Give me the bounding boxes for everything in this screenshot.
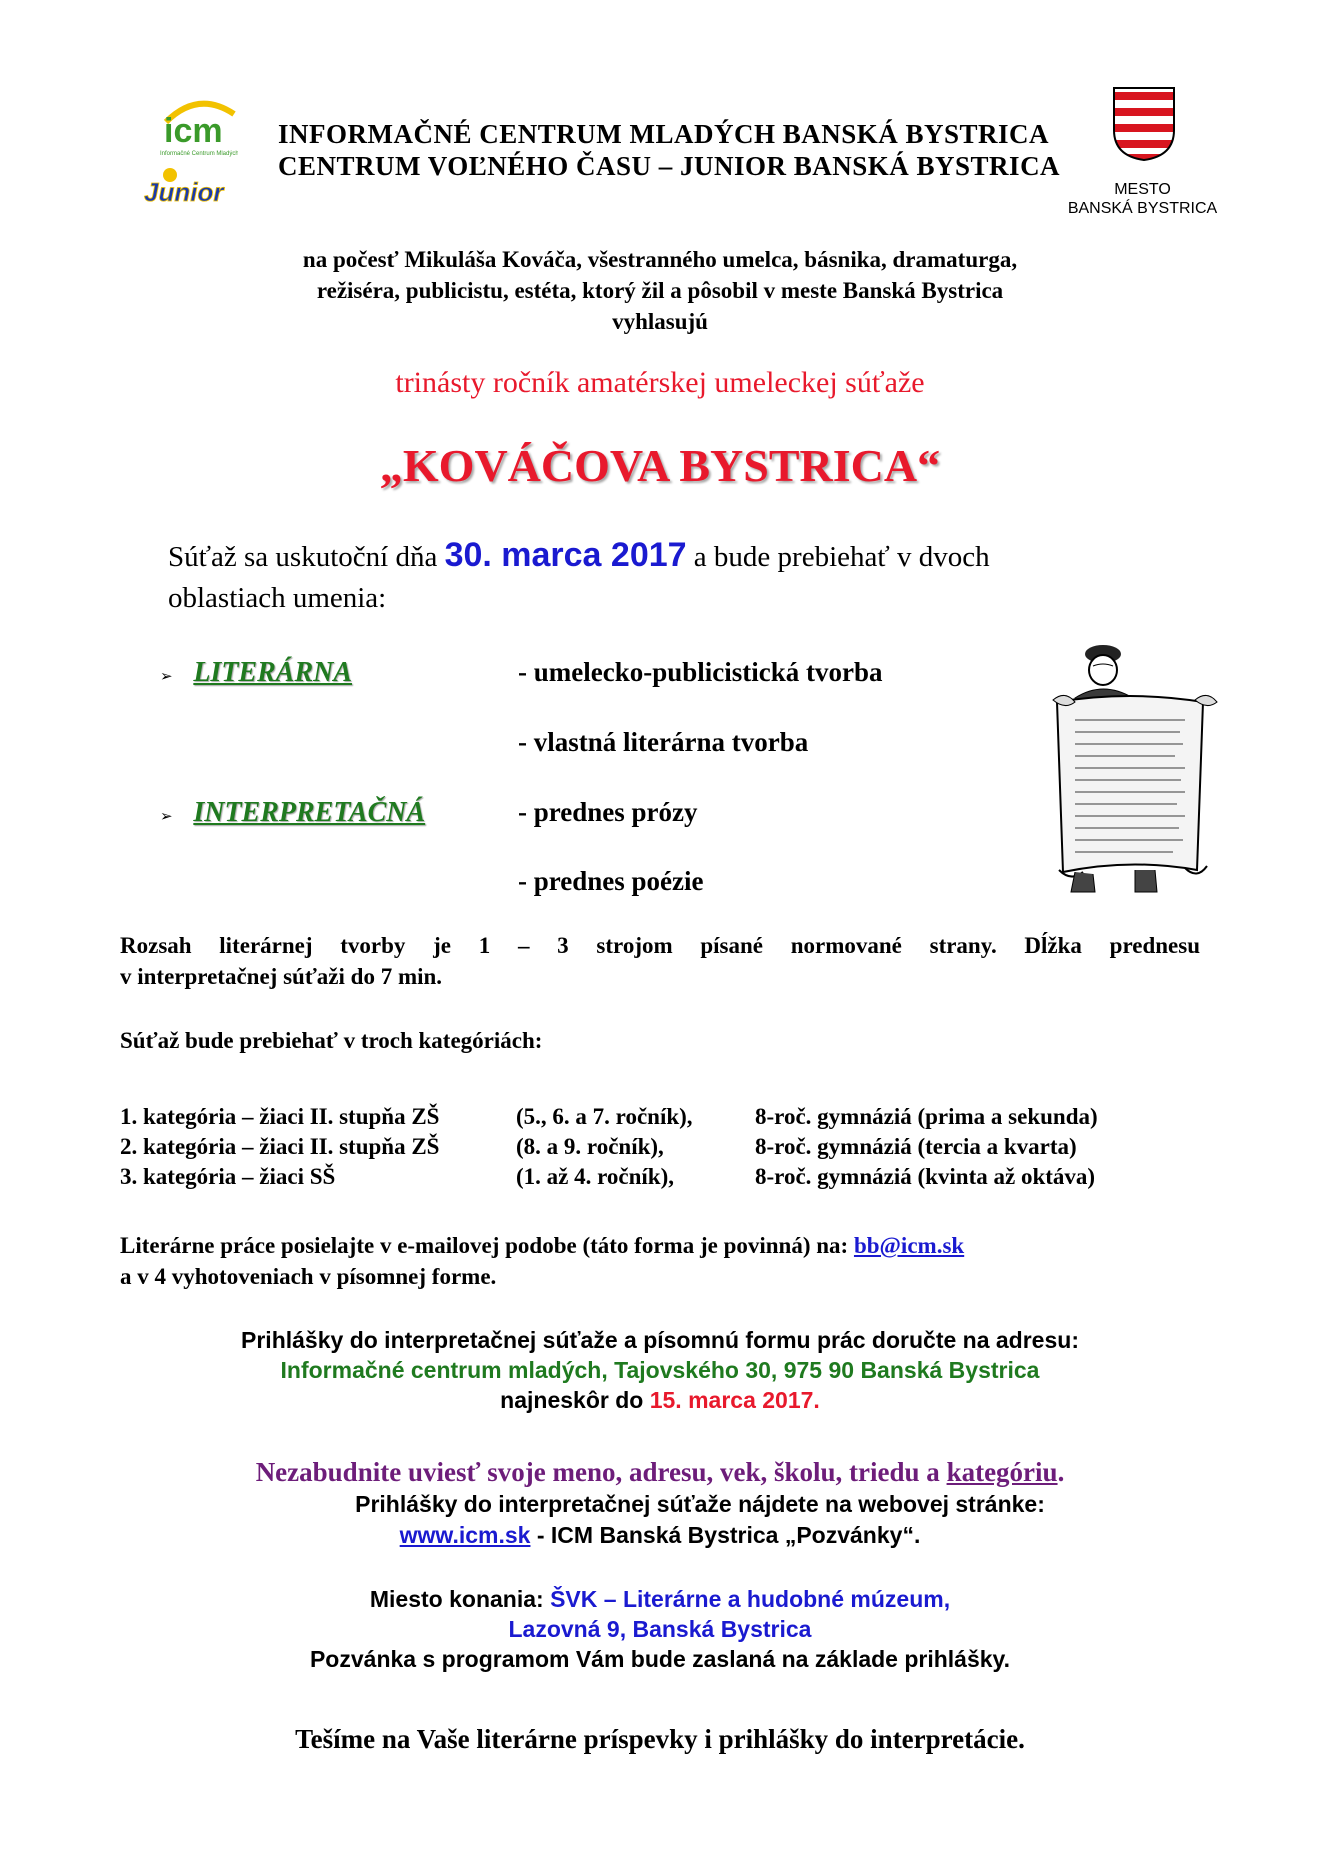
category-1-name: 1. kategória – žiaci II. stupňa ZŠ bbox=[120, 1104, 440, 1129]
rules-line1: Rozsah literárnej tvorby je 1 – 3 strojom písané normované strany. Dĺžka prednesu bbox=[120, 933, 1200, 958]
web-suffix: - ICM Banská Bystrica „Pozvánky“. bbox=[530, 1522, 921, 1548]
date-prefix: Súťaž sa uskutoční dňa bbox=[168, 541, 445, 573]
mesto-label-line1: MESTO bbox=[1114, 181, 1171, 198]
junior-logo bbox=[140, 165, 245, 213]
icm-logo-text: icm bbox=[164, 112, 223, 150]
submission-line1 bbox=[120, 1230, 1200, 1261]
date-suffix: a bude prebiehať v dvoch bbox=[693, 541, 990, 573]
area-interpretation bbox=[160, 795, 425, 834]
reminder-period: . bbox=[1057, 1457, 1065, 1487]
category-3-grades: (1. až 4. ročník), bbox=[516, 1164, 675, 1189]
email-link[interactable]: bb@icm.sk bbox=[853, 1233, 965, 1258]
arrow-bullet-icon: ➢ bbox=[160, 809, 173, 825]
org-title-line2: CENTRUM VOĽNÉHO ČASU – JUNIOR BANSKÁ BYSTRICA bbox=[278, 151, 1061, 181]
reminder-text: Nezabudnite uviesť svoje meno, adresu, vek, školu, triedu a bbox=[255, 1457, 947, 1487]
category-3-gym: 8-roč. gymnáziá (kvinta až oktáva) bbox=[755, 1164, 1096, 1189]
literary-item-2: - vlastná literárna tvorba bbox=[518, 727, 809, 757]
rules-line2: v interpretačnej súťaži do 7 min. bbox=[120, 964, 443, 989]
venue-place-line2: Lazovná 9, Banská Bystrica bbox=[508, 1616, 812, 1642]
icm-logo-subtext: Informačné Centrum Mladých bbox=[160, 151, 238, 157]
literary-item-1: - umelecko-publicistická tvorba bbox=[518, 657, 883, 687]
page-title: „KOVÁČOVA BYSTRICA“ bbox=[379, 440, 941, 491]
category-3-name: 3. kategória – žiaci SŠ bbox=[120, 1164, 336, 1189]
org-title-line1: INFORMAČNÉ CENTRUM MLADÝCH BANSKÁ BYSTRICA bbox=[278, 119, 1050, 149]
date-line bbox=[168, 535, 990, 577]
area-literary-name: LITERÁRNA bbox=[193, 657, 353, 688]
interp-item-2: - prednes poézie bbox=[518, 866, 704, 896]
subtitle: trinásty ročník amatérskej umeleckej súťaže bbox=[395, 366, 925, 399]
category-2-grades: (8. a 9. ročník), bbox=[516, 1134, 664, 1159]
venue-place-line1: ŠVK – Literárne a hudobné múzeum, bbox=[550, 1586, 951, 1612]
junior-logo-text: Junior bbox=[144, 177, 224, 207]
category-2-name: 2. kategória – žiaci II. stupňa ZŠ bbox=[120, 1134, 440, 1159]
intro-line2: režiséra, publicistu, estéta, ktorý žil a pôsobil v meste Banská Bystrica bbox=[316, 278, 1004, 303]
venue-label: Miesto konania: bbox=[369, 1586, 551, 1612]
venue-line1 bbox=[0, 1585, 1320, 1614]
area-interpretation-name: INTERPRETAČNÁ bbox=[193, 797, 426, 828]
date-line2: oblastiach umenia: bbox=[168, 582, 387, 614]
address-line1: Prihlášky do interpretačnej súťaže a písomnú formu prác doručte na adresu: bbox=[241, 1327, 1079, 1353]
submission-text: Literárne práce posielajte v e-mailovej podobe (táto forma je povinná) na: bbox=[120, 1233, 854, 1258]
address-line3 bbox=[0, 1386, 1320, 1415]
category-1-grades: (5., 6. a 7. ročník), bbox=[516, 1104, 693, 1129]
reminder-line2: Prihlášky do interpretačnej súťaže nájdete na webovej stránke: bbox=[355, 1491, 1045, 1517]
interp-item-1: - prednes prózy bbox=[518, 797, 698, 827]
web-link[interactable]: www.icm.sk bbox=[399, 1522, 531, 1548]
category-1-gym: 8-roč. gymnáziá (prima a sekunda) bbox=[755, 1104, 1098, 1129]
intro-line1: na počesť Mikuláša Kováča, všestranného umelca, básnika, dramaturga, bbox=[302, 247, 1018, 272]
deadline-date: 15. marca 2017. bbox=[649, 1387, 820, 1413]
event-date: 30. marca 2017 bbox=[444, 536, 687, 574]
closing-line: Tešíme na Vaše literárne príspevky i prihlášky do interpretácie. bbox=[295, 1724, 1025, 1754]
mesto-label-line2: BANSKÁ BYSTRICA bbox=[1067, 200, 1218, 217]
web-line bbox=[0, 1521, 1320, 1550]
address-line2: Informačné centrum mladých, Tajovského 30, 975 90 Banská Bystrica bbox=[280, 1357, 1040, 1383]
arrow-bullet-icon: ➢ bbox=[160, 669, 173, 685]
category-link[interactable]: kategóriu bbox=[946, 1457, 1058, 1487]
categories-intro: Súťaž bude prebiehať v troch kategóriách: bbox=[120, 1028, 543, 1053]
coat-of-arms-icon bbox=[1112, 86, 1176, 162]
icm-logo bbox=[158, 92, 238, 160]
submission-line2: a v 4 vyhotoveniach v písomnej forme. bbox=[120, 1264, 497, 1289]
reminder-line bbox=[0, 1455, 1320, 1489]
intro-line3: vyhlasujú bbox=[612, 309, 708, 334]
category-2-gym: 8-roč. gymnáziá (tercia a kvarta) bbox=[755, 1134, 1077, 1159]
deadline-prefix: najneskôr do bbox=[500, 1387, 650, 1413]
man-with-scroll-illustration bbox=[1035, 640, 1220, 898]
area-literary bbox=[160, 655, 352, 694]
venue-invite: Pozvánka s programom Vám bude zaslaná na základe prihlášky. bbox=[309, 1646, 1011, 1672]
